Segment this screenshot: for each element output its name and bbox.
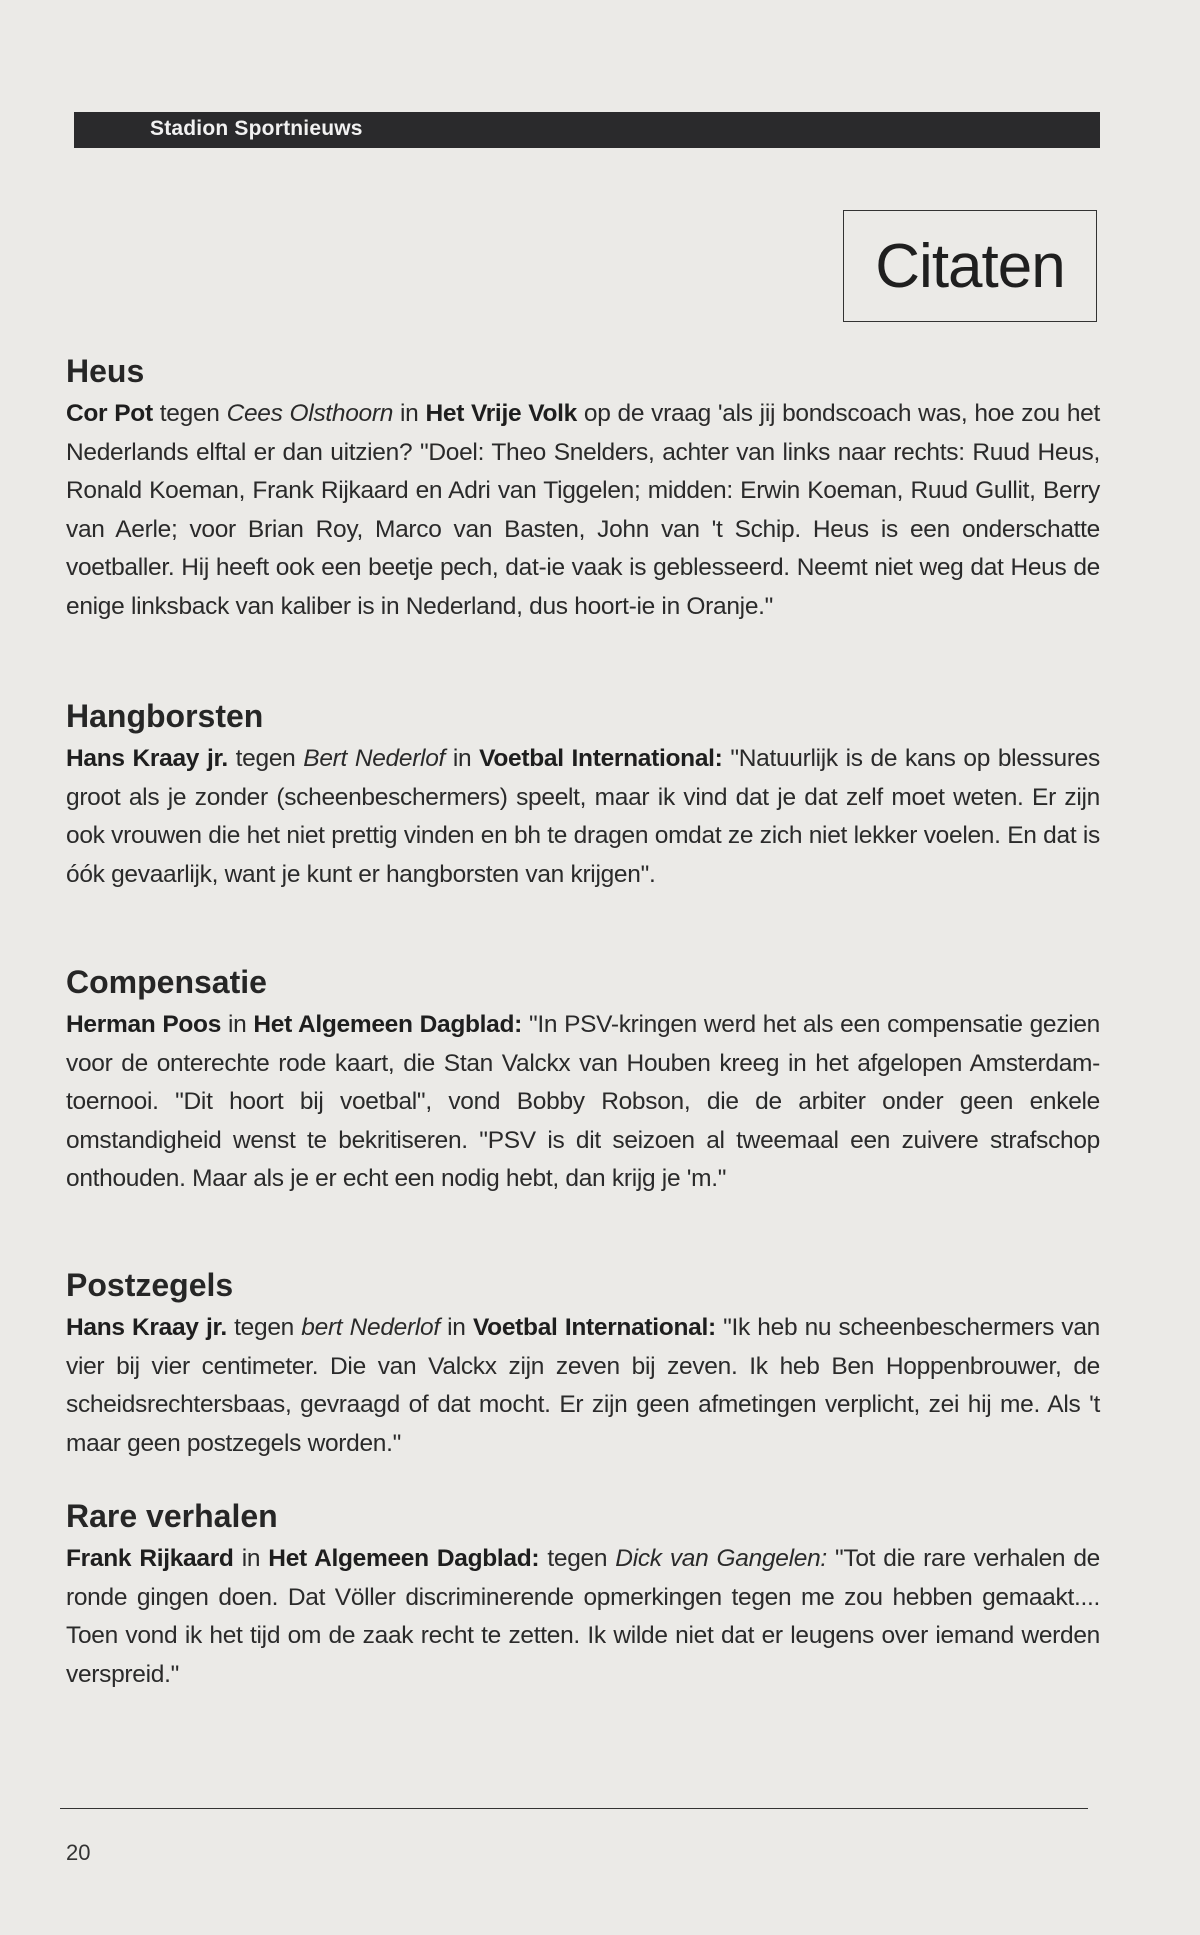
interviewer: Dick van Gangelen:: [615, 1545, 827, 1572]
connector: in: [393, 400, 426, 427]
article-hangborsten: [66, 697, 1100, 894]
article-compensatie: [66, 963, 1100, 1199]
source-person: Hans Kraay jr.: [66, 745, 228, 772]
publication: Het Vrije Volk: [425, 400, 577, 427]
publication: Voetbal International:: [472, 1314, 716, 1341]
source-person: Cor Pot: [66, 400, 153, 427]
article-rare-verhalen: [66, 1497, 1100, 1694]
article-heading: Heus: [66, 353, 145, 389]
source-person: Hans Kraay jr.: [66, 1314, 227, 1341]
article-body: [66, 1540, 1100, 1694]
quote-text: "Tot die rare verhalen de ronde gingen doen. Dat Völler discriminerende opmerkingen tegen me zou hebben gemaakt.... Toen vond ik het tijd om de zaak recht te zetten. Ik wilde niet dat er leugens over iemand werden verspreid.": [66, 1545, 1100, 1688]
interviewer: Cees Olsthoorn: [226, 400, 394, 427]
article-heading: Postzegels: [66, 1267, 234, 1303]
page-title: Citaten: [875, 231, 1065, 301]
section-title: Stadion Sportnieuws: [150, 117, 363, 140]
article-heading: Compensatie: [66, 964, 267, 1000]
article-body: [66, 1006, 1100, 1199]
article-postzegels: [66, 1266, 1100, 1463]
article-heading: Rare verhalen: [66, 1498, 278, 1534]
interviewer: Bert Nederlof: [303, 745, 446, 772]
article-body: [66, 395, 1100, 627]
quote-text: "Natuurlijk is de kans op blessures groot als je zonder (scheenbeschermers) speelt, maar ik vind dat je dat zelf moet weten. Er zijn ook vrouwen die het niet prettig vinden en bh te dragen omdat ze zich niet lekker voelen. En dat is óók gevaarlijk, want je kunt er hangborsten van krijgen".: [66, 745, 1101, 888]
page-title-box: [843, 210, 1097, 322]
section-header-bar: [74, 112, 1100, 148]
source-person: Herman Poos: [66, 1011, 222, 1038]
connector: tegen: [226, 1314, 302, 1341]
publication: Het Algemeen Dagblad:: [253, 1011, 523, 1038]
page-number: 20: [66, 1840, 91, 1865]
article-heading: Hangborsten: [66, 698, 264, 734]
article-heus: [66, 352, 1100, 627]
quote-text: "In PSV-kringen werd het als een compensatie gezien voor de onterechte rode kaart, die Stan Valckx van Houben kreeg in het afgelopen Amsterdam-toernooi. "Dit hoort bij voetbal", vond Bobby Robson, die de arbiter onder geen enkele omstandigheid wenst te bekritiseren. "PSV is dit seizoen al tweemaal een zuivere strafschop onthouden. Maar als je er echt een nodig hebt, dan krijg je 'm.": [66, 1011, 1100, 1193]
interviewer: bert Nederlof: [301, 1314, 440, 1341]
quote-text: op de vraag 'als jij bondscoach was, hoe zou het Nederlands elftal er dan uitzien? "Doel: Theo Snelders, achter van links naar rechts: Ruud Heus, Ronald Koeman, Frank Rijkaard en Adri van Tiggelen; midden: Erwin Koeman, Ruud Gullit, Berry van Aerle; voor Brian Roy, Marco van Basten, John van 't Schip. Heus is een onderschatte voetballer. Hij heeft ook een beetje pech, dat-ie vaak is geblesseerd. Neemt niet weg dat Heus de enige linksback van kaliber is in Nederland, dus hoort-ie in Oranje.": [66, 400, 1100, 620]
connector: tegen: [539, 1545, 616, 1572]
article-body: [66, 740, 1100, 894]
connector: tegen: [152, 400, 227, 427]
publication: Het Algemeen Dagblad:: [268, 1545, 540, 1572]
source-person: Frank Rijkaard: [66, 1545, 234, 1572]
connector: in: [439, 1314, 473, 1341]
connector: tegen: [227, 745, 304, 772]
connector: in: [445, 745, 480, 772]
quote-text: "Ik heb nu scheenbeschermers van vier bij vier centimeter. Die van Valckx zijn zeven bij zeven. Ik heb Ben Hoppenbrouwer, de scheidsrechtersbaas, gevraagd of dat mocht. Er zijn geen afmetingen verplicht, zei hij me. Als 't maar geen postzegels worden.": [66, 1314, 1100, 1457]
connector: in: [221, 1011, 254, 1038]
footer-divider: [60, 1808, 1088, 1809]
connector: in: [233, 1545, 269, 1572]
article-body: [66, 1309, 1100, 1463]
publication: Voetbal International:: [479, 745, 723, 772]
